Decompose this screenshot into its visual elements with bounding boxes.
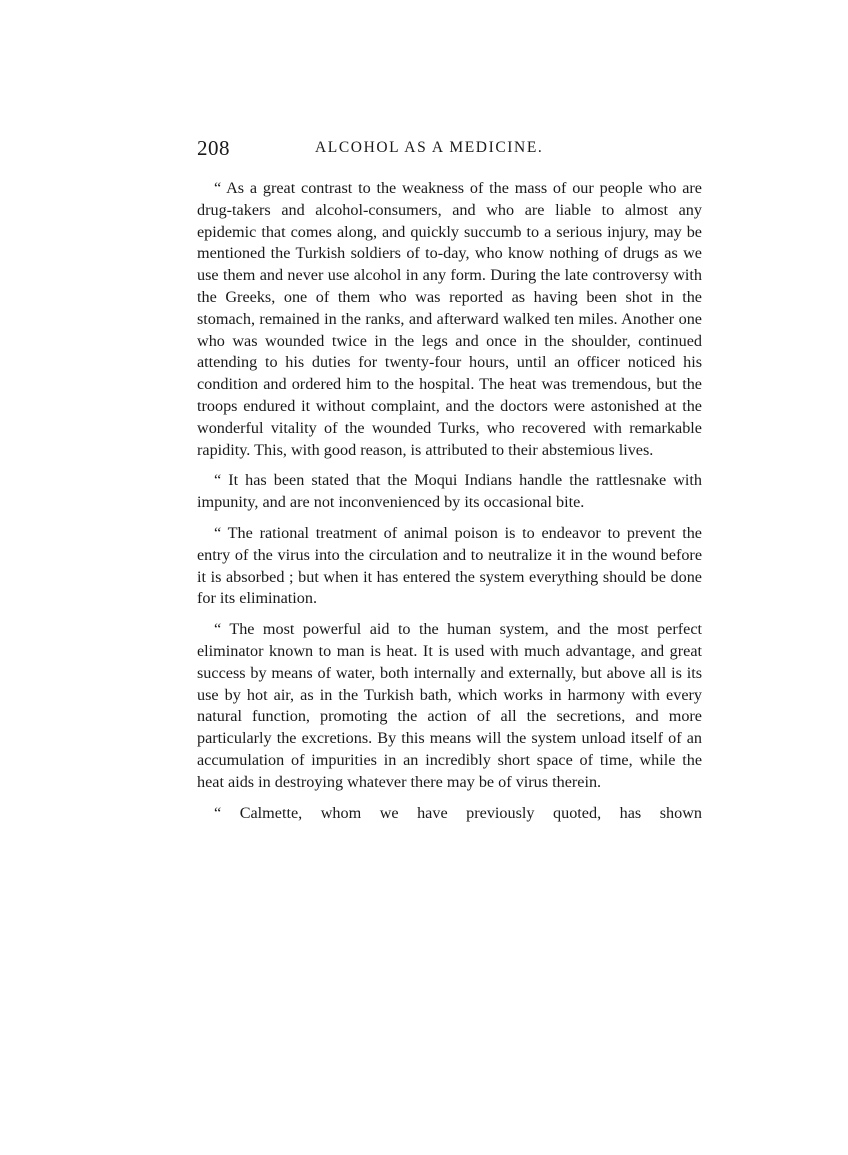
running-head: ALCOHOL AS A MEDICINE. [315, 139, 544, 156]
paragraph: “ As a great contrast to the weakness of the mass of our people who are drug-takers and alcohol-consumers, and who are liable to almost any epidemic that comes along, and quickly succumb to a serious injury, may be mentioned the Turkish soldiers of to-day, who know nothing of drugs as we use them and never use alcohol in any form. During the late controversy with the Greeks, one of them who was reported as having been shot in the stomach, remained in the ranks, and afterward walked ten miles. Another one who was wounded twice in the legs and once in the shoulder, continued attending to his duties for twenty-four hours, until an officer noticed his condition and ordered him to the hospital. The heat was tremendous, but the troops endured it without complaint, and the doctors were astonished at the wonderful vitality of the wounded Turks, who recovered with remarkable rapidity. This, with good reason, is attributed to their abstemious lives. [197, 179, 702, 459]
paragraph: “ The rational treatment of animal poison is to endeavor to prevent the entry of the virus into the circulation and to neutralize it in the wound before it is absorbed ; but when it has entered the system everything should be done for its elimination. [197, 523, 702, 608]
page-number: 208 [197, 136, 230, 160]
body-text [197, 178, 702, 824]
book-page [197, 136, 702, 824]
paragraph: “ Calmette, whom we have previously quoted, has shown [214, 803, 702, 822]
paragraph: “ The most powerful aid to the human system, and the most perfect eliminator known to man is heat. It is used with much advantage, and great success by means of water, both internally and externally, but above all is its use by hot air, as in the Turkish bath, which works in harmony with every natural function, promoting the action of all the secretions, and more particularly the excretions. By this means will the system unload itself of an accumulation of impurities in an incredibly short space of time, while the heat aids in destroying whatever there may be of virus therein. [197, 620, 702, 791]
page-header [197, 136, 702, 166]
paragraph: “ It has been stated that the Moqui Indians handle the rattlesnake with impunity, and are not inconvenienced by its occasional bite. [197, 471, 702, 512]
